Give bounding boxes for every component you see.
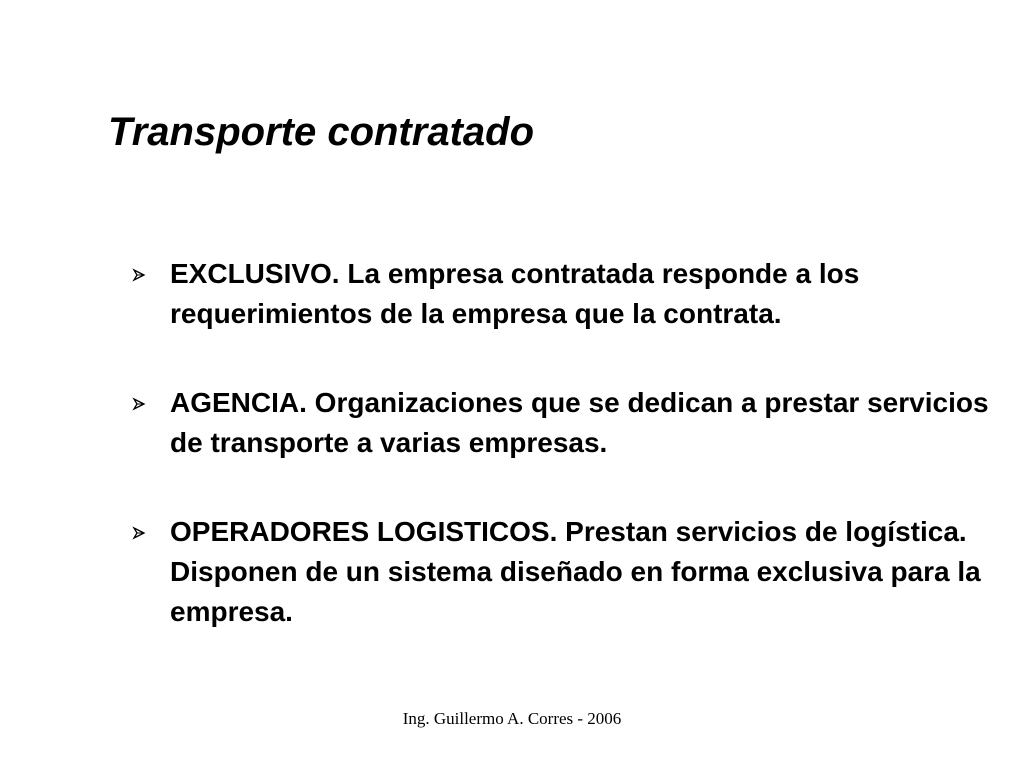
arrowhead-bullet-icon — [130, 513, 148, 553]
bullet-text: OPERADORES LOGISTICOS. Prestan servicios de logística. Disponen de un sistema diseñado en forma exclusiva para la empresa. — [170, 516, 981, 627]
bullet-text: EXCLUSIVO. La empresa contratada responde a los requerimientos de la empresa que la contrata. — [170, 258, 860, 329]
bullet-item-operadores-logisticos — [130, 512, 1010, 632]
bullet-item-agencia — [130, 383, 1010, 463]
arrowhead-bullet-icon — [130, 384, 148, 424]
arrowhead-bullet-icon — [130, 255, 148, 295]
bullet-list — [130, 254, 1010, 632]
slide-title: Transporte contratado — [108, 110, 534, 154]
bullet-item-exclusivo — [130, 254, 1010, 334]
bullet-text: AGENCIA. Organizaciones que se dedican a prestar servicios de transporte a varias empresas. — [170, 387, 989, 458]
slide-footer: Ing. Guillermo A. Corres - 2006 — [402, 709, 622, 728]
